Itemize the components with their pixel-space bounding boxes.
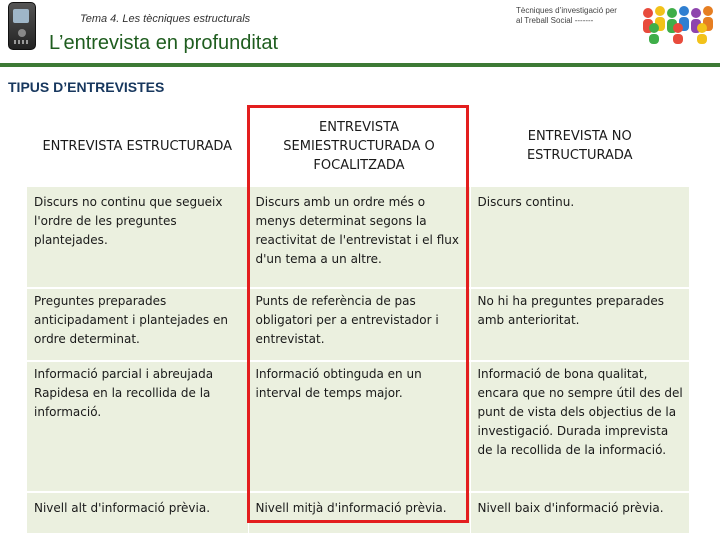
section-title: TIPUS D’ENTREVISTES [8, 79, 165, 95]
table-cell: Punts de referència de pas obligatori per a entrevistador i entrevistat. [248, 288, 470, 361]
table-header-row [27, 107, 689, 186]
tema-label: Tema 4. Les tècniques estructurals [80, 13, 251, 25]
column-header: ENTREVISTA SEMIESTRUCTURADA O FOCALITZADA [248, 107, 470, 186]
table-row [27, 288, 689, 361]
table-row [27, 492, 689, 533]
course-line-2: al Treball Social ------- [516, 16, 594, 25]
header-divider [0, 63, 720, 67]
course-label [516, 6, 640, 26]
table-cell: Nivell mitjà d'informació prèvia. [248, 492, 470, 533]
table-cell: Preguntes preparades anticipadament i plantejades en ordre determinat. [27, 288, 248, 361]
table-cell: Nivell alt d'informació prèvia. [27, 492, 248, 533]
table-cell: Informació de bona qualitat, encara que no sempre útil des del punt de vista dels objectius de la investigació. Durada imprevista de la recollida de la informació. [470, 361, 689, 492]
table-row [27, 361, 689, 492]
column-header: ENTREVISTA NO ESTRUCTURADA [470, 107, 689, 186]
column-header: ENTREVISTA ESTRUCTURADA [27, 107, 248, 186]
table-cell: Informació parcial i abreujada Rapidesa en la recollida de la informació. [27, 361, 248, 492]
table-cell: Discurs no continu que segueix l'ordre de les preguntes plantejades. [27, 186, 248, 288]
table-cell: Nivell baix d'informació prèvia. [470, 492, 689, 533]
table-cell: No hi ha preguntes preparades amb anterioritat. [470, 288, 689, 361]
slide-header [0, 0, 720, 68]
voice-recorder-icon [8, 2, 36, 50]
interview-types-table [27, 107, 689, 533]
table-cell: Discurs continu. [470, 186, 689, 288]
course-line-1: Tècniques d’investigació per [516, 6, 617, 15]
table-row [27, 186, 689, 288]
table-cell: Informació obtinguda en un interval de temps major. [248, 361, 470, 492]
table-cell: Discurs amb un ordre més o menys determinat segons la reactivitat de l'entrevistat i el flux d'un tema a un altre. [248, 186, 470, 288]
slide-title: L’entrevista en profunditat [49, 32, 279, 54]
people-group-icon [640, 4, 716, 44]
